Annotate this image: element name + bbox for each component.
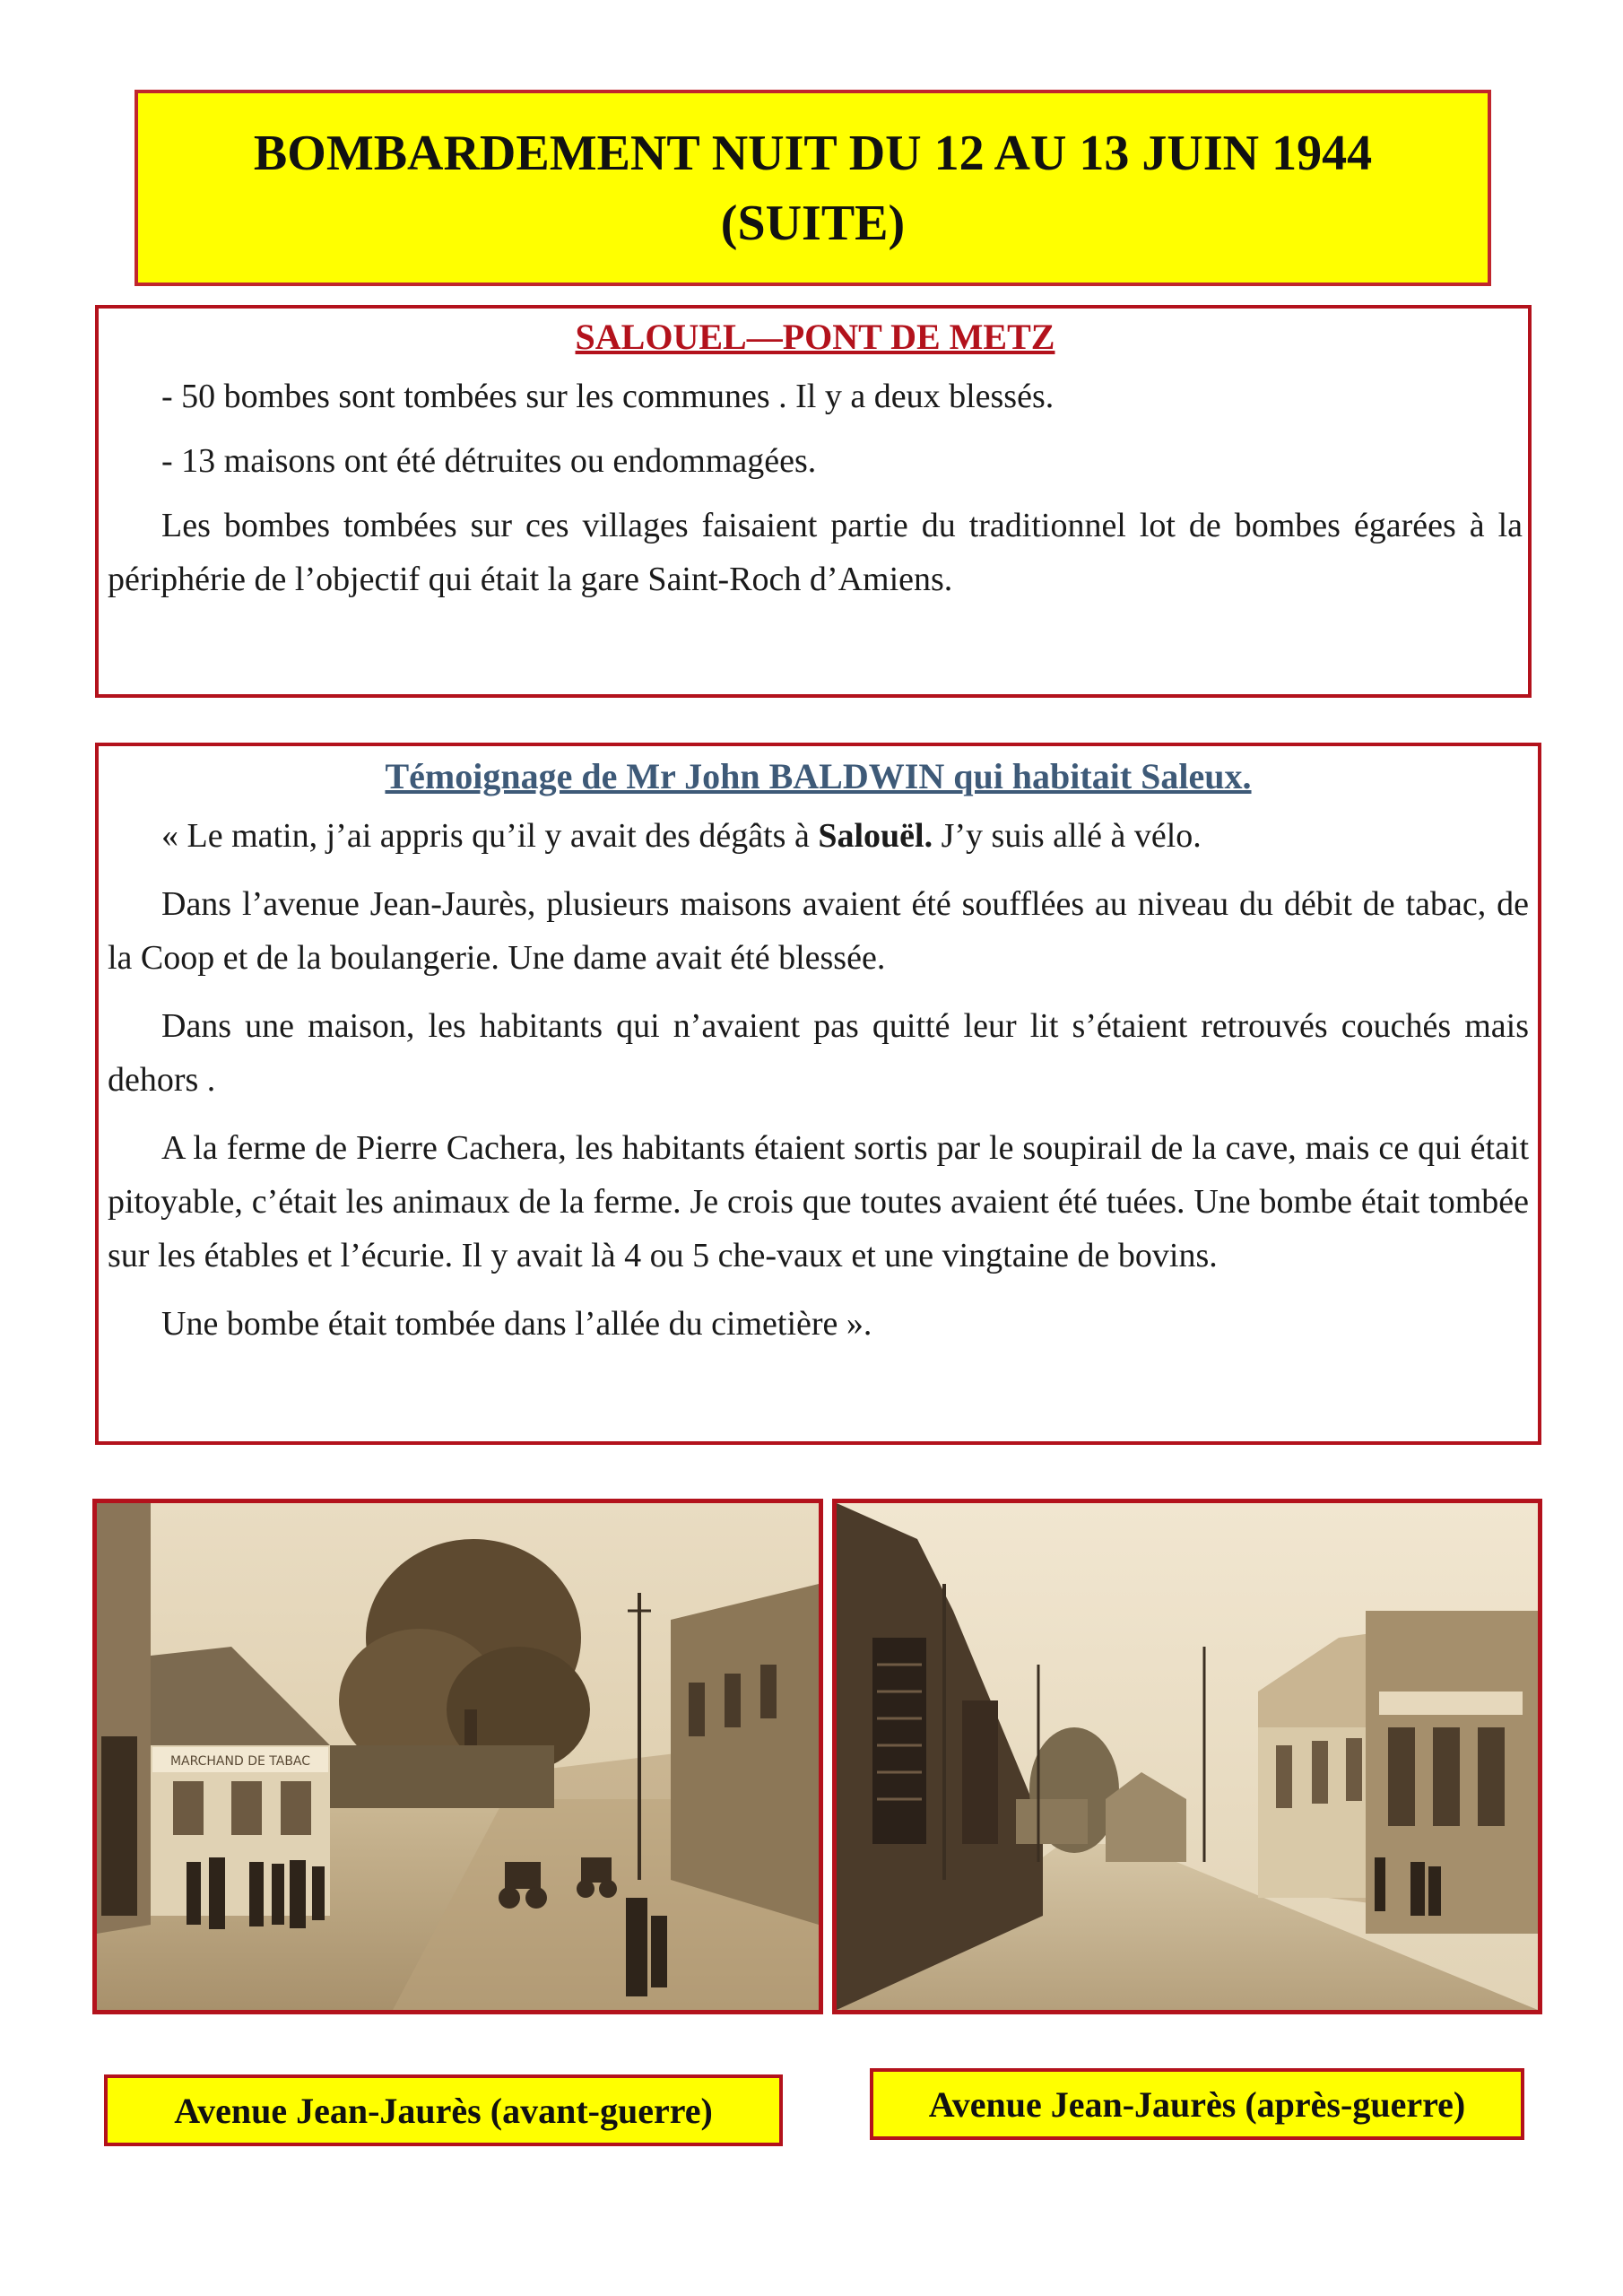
temoignage-paragraph-3: Dans une maison, les habitants qui n’avaient pas quitté leur lit s’étaient retrouvés couchés mais dehors .	[108, 1007, 1529, 1099]
temoignage-p1-text-before: « Le matin, j’ai appris qu’il y avait des dégâts à	[161, 817, 819, 855]
salouel-paragraph-2: - 13 maisons ont été détruites ou endommagées.	[161, 442, 817, 480]
salouel-heading: SALOUEL—PONT DE METZ	[575, 317, 1055, 357]
salouel-section	[95, 305, 1532, 698]
temoignage-paragraph-2: Dans l’avenue Jean-Jaurès, plusieurs maisons avaient été soufflées au niveau du débit de tabac, de la Coop et de la boulangerie. Une dame avait été blessée.	[108, 885, 1529, 977]
photo-apres-guerre	[832, 1499, 1542, 2014]
salouel-paragraph-3: Les bombes tombées sur ces villages faisaient partie du traditionnel lot de bombes égarées à la périphérie de l’objectif qui était la gare Saint-Roch d’Amiens.	[108, 507, 1523, 598]
page-title-line2: (SUITE)	[720, 195, 906, 251]
salouel-paragraph-1: - 50 bombes sont tombées sur les communes . Il y a deux blessés.	[161, 378, 1055, 415]
photo-avant-guerre	[92, 1499, 823, 2014]
shop-sign: MARCHAND DE TABAC	[169, 1754, 311, 1769]
temoignage-heading: Témoignage de Mr John BALDWIN qui habitait Saleux.	[385, 756, 1252, 796]
temoignage-p1-text-after: J’y suis allé à vélo.	[933, 817, 1202, 855]
temoignage-paragraph-5: Une bombe était tombée dans l’allée du cimetière ».	[161, 1305, 872, 1343]
caption-avant-guerre: Avenue Jean-Jaurès (avant-guerre)	[104, 2074, 783, 2146]
caption-apres-guerre: Avenue Jean-Jaurès (après-guerre)	[870, 2068, 1524, 2140]
temoignage-paragraph-4: A la ferme de Pierre Cachera, les habitants étaient sortis par le soupirail de la cave, mais ce qui était pitoyable, c’était les animaux de la ferme. Je crois que toutes avaient été tuées. Une bombe était tombée sur les étables et l’écurie. Il y avait là 4 ou 5 che-vaux et une vingtaine de bovins.	[108, 1129, 1529, 1274]
title-box	[135, 90, 1491, 286]
street-photo-before-image	[97, 1503, 819, 2010]
temoignage-paragraph-1	[108, 809, 1529, 863]
temoignage-section	[95, 743, 1541, 1445]
temoignage-p1-place-name: Salouël.	[818, 817, 933, 855]
page-title-line1: BOMBARDEMENT NUIT DU 12 AU 13 JUIN 1944	[253, 125, 1373, 181]
street-photo-after-image	[837, 1503, 1538, 2010]
